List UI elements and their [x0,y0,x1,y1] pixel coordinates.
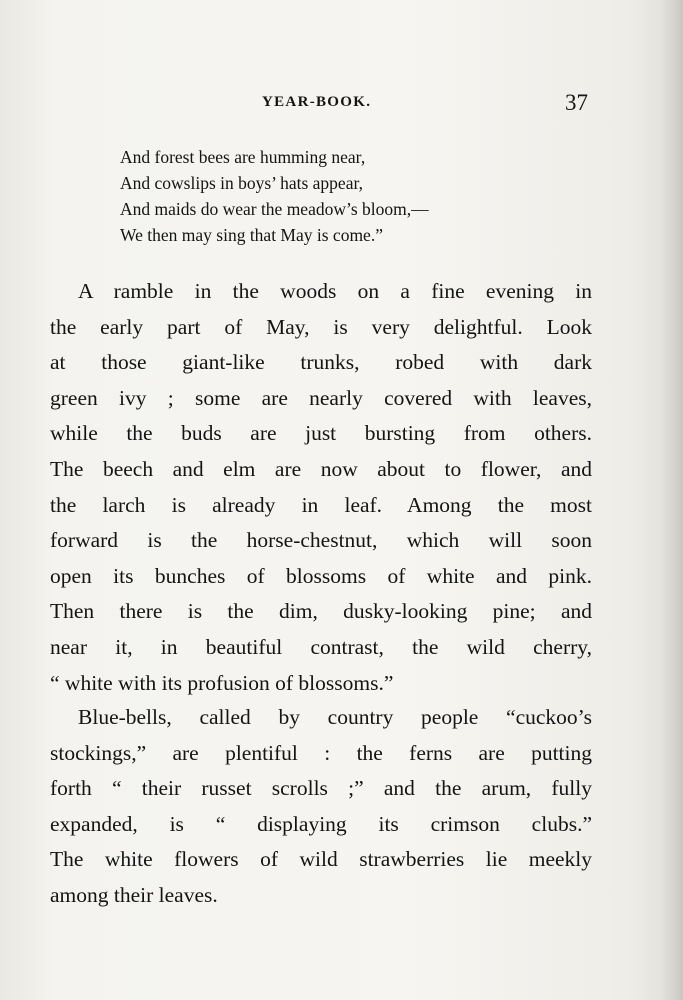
page-number: 37 [565,90,588,115]
paragraph-ramble [50,274,592,701]
text-line: the early part of May, is very delightful. Look [50,314,592,339]
text-line: A ramble in the woods on a fine evening in [78,279,592,303]
text-line: at those giant-like trunks, robed with dark [50,350,592,375]
text-line: The beech and elm are now about to flower, and [50,456,592,481]
paragraph-bluebells [50,700,592,914]
poem-line: And forest bees are humming near, [120,147,366,167]
page-header [0,92,683,122]
text-line: Blue-bells, called by country people “cuckoo’s [78,705,592,729]
text-line: green ivy ; some are nearly covered with leaves, [50,385,592,410]
text-line: forth “ their russet scrolls ;” and the arum, fully [50,776,592,801]
text-line: stockings,” are plentiful : the ferns are putting [50,740,592,765]
text-line: The white flowers of wild strawberries lie meekly [50,847,592,872]
poem-line: And cowslips in boys’ hats appear, [120,173,363,193]
poem-stanza [120,144,620,248]
text-line: among their leaves. [50,882,218,907]
text-line: Then there is the dim, dusky-looking pine; and [50,599,592,624]
poem-line: We then may sing that May is come.” [120,225,383,245]
text-line: expanded, is “ displaying its crimson clubs.” [50,811,592,836]
page-edge-shadow [661,0,683,1000]
text-line: while the buds are just bursting from others. [50,421,592,446]
text-line: open its bunches of blossoms of white and pink. [50,563,592,588]
running-head: YEAR-BOOK. [262,94,372,110]
text-line: forward is the horse-chestnut, which will soon [50,528,592,553]
text-line: “ white with its profusion of blossoms.” [50,670,394,695]
text-line: the larch is already in leaf. Among the most [50,492,592,517]
poem-line: And maids do wear the meadow’s bloom,— [120,199,429,219]
text-line: near it, in beautiful contrast, the wild cherry, [50,634,592,659]
